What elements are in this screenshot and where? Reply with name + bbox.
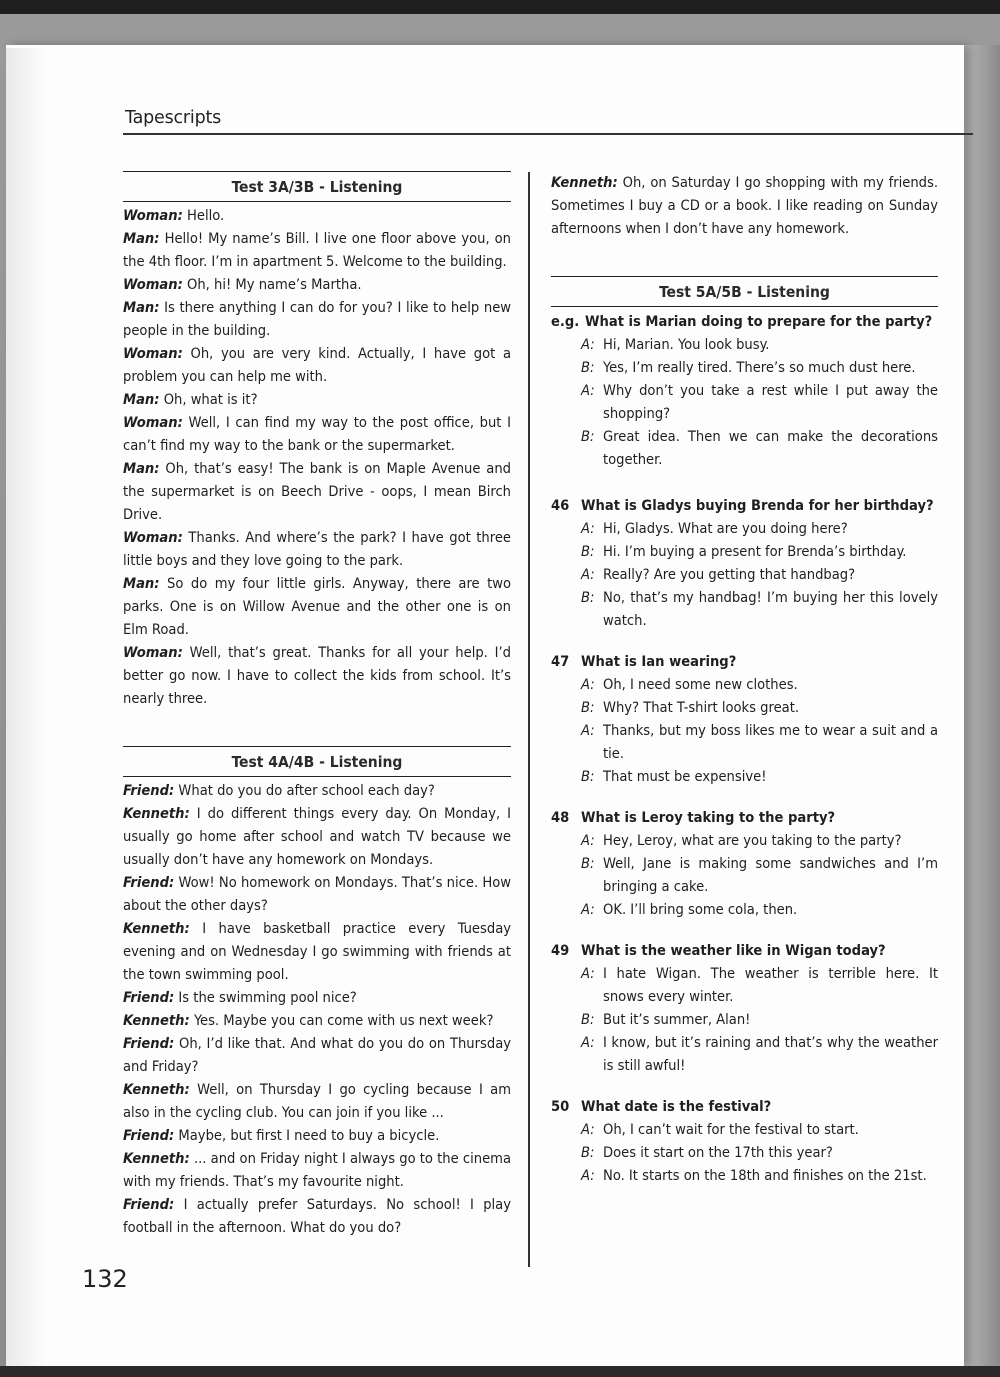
dialogue-line: [551, 765, 938, 788]
speaker-label: A:: [581, 722, 595, 739]
dialogue-line: [123, 273, 511, 296]
question-text: What is Leroy taking to the party?: [581, 809, 836, 826]
dialogue-text: Hello.: [187, 207, 225, 224]
dialogue-line: [551, 333, 938, 356]
dialogue-line: [551, 1141, 938, 1164]
scanner-top-band: [0, 0, 1000, 14]
dialogue-line: [551, 829, 938, 852]
dialogue-line: [551, 962, 938, 1008]
speaker-label: Kenneth:: [123, 1081, 190, 1098]
dialogue-text: So do my four little girls. Anyway, there are two parks. One is on Willow Avenue and the other one is on Elm Road.: [123, 575, 511, 638]
speaker-label: B:: [581, 768, 595, 785]
dialogue-text: Is there anything I can do for you? I like to help new people in the building.: [123, 299, 512, 339]
dialogue-line: [123, 526, 511, 572]
speaker-label: B:: [581, 589, 595, 606]
dialogue-text: Oh, hi! My name’s Martha.: [187, 276, 362, 293]
question-number: 48: [551, 809, 570, 826]
section-heading-test5: Test 5A/5B - Listening: [551, 276, 938, 307]
section-heading-test3: Test 3A/3B - Listening: [123, 171, 511, 202]
dialogue-line: [123, 779, 511, 802]
question-block: [551, 310, 938, 471]
speaker-label: Friend:: [123, 1035, 175, 1052]
section-heading-test4: Test 4A/4B - Listening: [123, 746, 511, 777]
dialogue-text: Well, I can find my way to the post office, but I can’t find my way to the bank or the supermarket.: [123, 414, 511, 454]
question-block: [551, 650, 938, 788]
speaker-label: B:: [581, 1144, 595, 1161]
dialogue-text: I actually prefer Saturdays. No school! I play football in the afternoon. What do you do?: [123, 1196, 511, 1236]
dialogue-line: [123, 986, 511, 1009]
dialogue-line: [551, 356, 938, 379]
speaker-label: A:: [581, 1167, 595, 1184]
dialogue-text: Oh, on Saturday I go shopping with my friends. Sometimes I buy a CD or a book. I like reading on Sunday afternoons when I don’t have any homework.: [551, 174, 939, 237]
speaker-label: Woman:: [123, 207, 183, 224]
dialogue-text: Oh, I’d like that. And what do you do on Thursday and Friday?: [123, 1035, 512, 1075]
dialogue-line: [551, 1008, 938, 1031]
question-spacer: [551, 788, 938, 803]
dialogue-line: [123, 1009, 511, 1032]
speaker-label: Man:: [123, 460, 160, 477]
question-block: [551, 1095, 938, 1187]
dialogue-text: I know, but it’s raining and that’s why the weather is still awful!: [603, 1034, 938, 1074]
dialogue-text: Maybe, but first I need to buy a bicycle.: [178, 1127, 440, 1144]
question-number: e.g.: [551, 313, 580, 330]
dialogue-line: [123, 227, 511, 273]
section-spacer: [551, 240, 938, 276]
dialogue-text: But it’s summer, Alan!: [603, 1011, 751, 1028]
speaker-label: A:: [581, 566, 595, 583]
dialogue-line: [123, 1124, 511, 1147]
speaker-label: Woman:: [123, 414, 183, 431]
speaker-label: B:: [581, 855, 595, 872]
dialogue-text: No. It starts on the 18th and finishes on the 21st.: [603, 1167, 927, 1184]
dialogue-line: [551, 540, 938, 563]
dialogue-text: Hey, Leroy, what are you taking to the party?: [603, 832, 902, 849]
dialogue-text: I have basketball practice every Tuesday evening and on Wednesday I go swimming with friends at the town swimming pool.: [123, 920, 512, 983]
dialogue-line: [123, 871, 511, 917]
dialogue-line: [551, 898, 938, 921]
speaker-label: A:: [581, 832, 595, 849]
dialogue-line: [551, 1118, 938, 1141]
dialogue-line: [551, 171, 938, 240]
speaker-label: Friend:: [123, 989, 175, 1006]
page-number: 132: [82, 1265, 128, 1293]
question-number: 50: [551, 1098, 570, 1115]
question-number: 46: [551, 497, 570, 514]
speaker-label: Woman:: [123, 644, 183, 661]
page-right-shadow: [964, 45, 1000, 1367]
section-spacer: [123, 710, 511, 746]
speaker-label: B:: [581, 359, 595, 376]
dialogue-text: Oh, I need some new clothes.: [603, 676, 798, 693]
dialogue-text: Hi. I’m buying a present for Brenda’s birthday.: [603, 543, 907, 560]
dialogue-text: Does it start on the 17th this year?: [603, 1144, 833, 1161]
speaker-label: Man:: [123, 391, 160, 408]
test3-transcript: [123, 204, 511, 710]
dialogue-text: Great idea. Then we can make the decorations together.: [603, 428, 938, 468]
speaker-label: Friend:: [123, 1127, 175, 1144]
dialogue-line: [123, 917, 511, 986]
speaker-label: A:: [581, 676, 595, 693]
dialogue-text: I hate Wigan. The weather is terrible here. It snows every winter.: [603, 965, 938, 1005]
dialogue-text: Hi, Marian. You look busy.: [603, 336, 770, 353]
dialogue-line: [551, 673, 938, 696]
dialogue-line: [123, 411, 511, 457]
dialogue-line: [123, 1193, 511, 1239]
dialogue-text: Yes. Maybe you can come with us next week?: [193, 1012, 494, 1029]
dialogue-text: Oh, you are very kind. Actually, I have got a problem you can help me with.: [123, 345, 511, 385]
question-heading: [551, 1095, 938, 1118]
speaker-label: Friend:: [123, 1196, 175, 1213]
speaker-label: Friend:: [123, 874, 175, 891]
speaker-label: Friend:: [123, 782, 175, 799]
speaker-label: Man:: [123, 299, 160, 316]
dialogue-text: Oh, I can’t wait for the festival to start.: [603, 1121, 859, 1138]
speaker-label: Man:: [123, 575, 160, 592]
column-divider: [528, 172, 530, 1267]
dialogue-text: Well, on Thursday I go cycling because I am also in the cycling club. You can join if you like ...: [123, 1081, 511, 1121]
dialogue-text: Well, that’s great. Thanks for all your help. I’d better go now. I have to collect the kids from school. It’s nearly three.: [123, 644, 511, 707]
dialogue-line: [123, 204, 511, 227]
dialogue-text: Is the swimming pool nice?: [178, 989, 357, 1006]
running-header: Tapescripts: [125, 108, 222, 128]
dialogue-line: [551, 1031, 938, 1077]
question-spacer: [551, 471, 938, 491]
dialogue-text: Yes, I’m really tired. There’s so much dust here.: [603, 359, 916, 376]
dialogue-line: [551, 563, 938, 586]
dialogue-text: What do you do after school each day?: [178, 782, 435, 799]
question-spacer: [551, 1077, 938, 1092]
dialogue-text: That must be expensive!: [603, 768, 767, 785]
question-heading: [551, 494, 938, 517]
question-number: 49: [551, 942, 570, 959]
question-block: [551, 494, 938, 632]
dialogue-line: [551, 379, 938, 425]
dialogue-line: [123, 296, 511, 342]
speaker-label: A:: [581, 1034, 595, 1051]
dialogue-text: Oh, that’s easy! The bank is on Maple Avenue and the supermarket is on Beech Drive - oops, I mean Birch Drive.: [123, 460, 511, 523]
question-number: 47: [551, 653, 570, 670]
speaker-label: Woman:: [123, 345, 183, 362]
question-heading: [551, 806, 938, 829]
speaker-label: Woman:: [123, 276, 183, 293]
speaker-label: A:: [581, 965, 595, 982]
speaker-label: A:: [581, 1121, 595, 1138]
question-text: What is Ian wearing?: [581, 653, 737, 670]
speaker-label: Kenneth:: [551, 174, 618, 191]
dialogue-text: ... and on Friday night I always go to the cinema with my friends. That’s my favourite night.: [123, 1150, 511, 1190]
speaker-label: A:: [581, 382, 595, 399]
dialogue-text: Hi, Gladys. What are you doing here?: [603, 520, 848, 537]
question-heading: [551, 939, 938, 962]
dialogue-text: Why don’t you take a rest while I put away the shopping?: [603, 382, 938, 422]
dialogue-line: [551, 1164, 938, 1187]
header-rule: [123, 133, 973, 135]
speaker-label: A:: [581, 520, 595, 537]
speaker-label: B:: [581, 699, 595, 716]
speaker-label: B:: [581, 543, 595, 560]
right-column: [551, 171, 938, 1187]
dialogue-line: [123, 342, 511, 388]
dialogue-line: [551, 696, 938, 719]
question-text: What date is the festival?: [581, 1098, 772, 1115]
speaker-label: Woman:: [123, 529, 183, 546]
speaker-label: Kenneth:: [123, 1012, 190, 1029]
question-block: [551, 806, 938, 921]
dialogue-text: Well, Jane is making some sandwiches and I’m bringing a cake.: [603, 855, 938, 895]
dialogue-line: [123, 388, 511, 411]
dialogue-line: [123, 1078, 511, 1124]
question-block: [551, 939, 938, 1077]
question-text: What is Gladys buying Brenda for her birthday?: [581, 497, 934, 514]
dialogue-text: Wow! No homework on Mondays. That’s nice. How about the other days?: [123, 874, 511, 914]
speaker-label: Man:: [123, 230, 160, 247]
question-heading: [551, 650, 938, 673]
dialogue-line: [551, 719, 938, 765]
left-column: [123, 171, 511, 1239]
dialogue-text: Really? Are you getting that handbag?: [603, 566, 856, 583]
question-text: What is Marian doing to prepare for the party?: [585, 313, 933, 330]
dialogue-line: [551, 852, 938, 898]
test4-transcript: [123, 779, 511, 1239]
dialogue-text: OK. I’ll bring some cola, then.: [603, 901, 798, 918]
dialogue-line: [123, 641, 511, 710]
dialogue-line: [551, 586, 938, 632]
speaker-label: B:: [581, 1011, 595, 1028]
question-heading: [551, 310, 938, 333]
dialogue-line: [123, 1032, 511, 1078]
dialogue-text: Thanks. And where’s the park? I have got three little boys and they love going to the park.: [123, 529, 511, 569]
dialogue-text: Thanks, but my boss likes me to wear a suit and a tie.: [603, 722, 938, 762]
dialogue-text: I do different things every day. On Monday, I usually go home after school and watch TV because we usually don’t have any homework on Mondays.: [123, 805, 511, 868]
question-text: What is the weather like in Wigan today?: [581, 942, 886, 959]
speaker-label: Kenneth:: [123, 1150, 190, 1167]
dialogue-text: No, that’s my handbag! I’m buying her this lovely watch.: [603, 589, 938, 629]
question-spacer: [551, 921, 938, 936]
page-binding-edge: [6, 48, 46, 1366]
speaker-label: Kenneth:: [123, 920, 190, 937]
question-spacer: [551, 632, 938, 647]
speaker-label: A:: [581, 336, 595, 353]
dialogue-line: [123, 1147, 511, 1193]
speaker-label: Kenneth:: [123, 805, 190, 822]
dialogue-text: Hello! My name’s Bill. I live one floor above you, on the 4th floor. I’m in apartment 5. Welcome to the building.: [123, 230, 512, 270]
dialogue-line: [551, 517, 938, 540]
dialogue-text: Why? That T-shirt looks great.: [603, 699, 800, 716]
dialogue-text: Oh, what is it?: [163, 391, 258, 408]
speaker-label: A:: [581, 901, 595, 918]
dialogue-line: [123, 572, 511, 641]
dialogue-line: [551, 425, 938, 471]
dialogue-line: [123, 457, 511, 526]
scanner-bottom-band: [0, 1366, 1000, 1377]
speaker-label: B:: [581, 428, 595, 445]
dialogue-line: [123, 802, 511, 871]
